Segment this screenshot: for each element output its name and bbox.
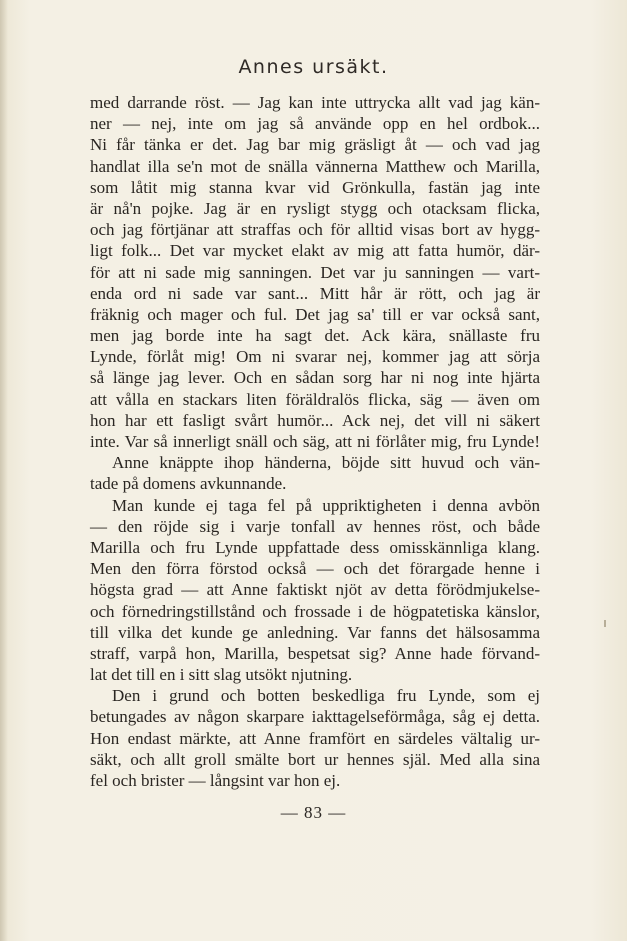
- page-number: — 83 —: [280, 803, 347, 822]
- text-line: Man kunde ej taga fel på uppriktigheten i denna avbön: [112, 495, 540, 515]
- text-line: till vilka det kunde ge anledning. Var fanns det hälsosamma: [90, 622, 540, 642]
- text-line: fel och brister — långsint var hon ej.: [90, 771, 341, 790]
- text-line: ligt folk... Det var mycket elakt av mig att fatta humör, där-: [90, 241, 540, 261]
- text-line: för att ni sade mig sanningen. Det var ju sanningen — vart-: [90, 262, 540, 282]
- text-line: betungades av någon skarpare iakttagelseförmåga, såg ej detta.: [90, 707, 540, 727]
- running-head: Annes ursäkt.: [238, 56, 389, 78]
- text-line: är nå'n pojke. Jag är en rysligt stygg och otacksam flicka,: [90, 198, 540, 218]
- text-line: lat det till en i sitt slag utsökt njutning.: [90, 665, 353, 685]
- text-line: Anne knäppte ihop händerna, böjde sitt huvud och vän-: [112, 453, 540, 473]
- text-line: enda ord ni sade var sant... Mitt hår är rött, och jag är: [90, 283, 540, 303]
- text-line: att vålla en stackars liten föräldralös flicka, säg — även om: [90, 389, 540, 409]
- text-line: inte. Var så innerligt snäll och säg, att ni förlåter mig, fru Lynde!: [90, 432, 540, 451]
- text-line: tade på domens avkunnande.: [90, 474, 287, 494]
- text-line: Den i grund och botten beskedliga fru Lynde, som ej: [112, 686, 540, 706]
- paper-speck: [604, 620, 606, 627]
- text-line: Men den förra förstod också — och det förargade henne i: [90, 559, 540, 579]
- text-line: Ni får tänka er det. Jag bar mig gräsligt åt — och vad jag: [90, 135, 540, 155]
- text-line: med darrande röst. — Jag kan inte uttrycka allt vad jag kän-: [90, 93, 540, 112]
- text-line: Lynde, förlåt mig! Om ni svarar nej, kommer jag att sörja: [90, 347, 540, 367]
- text-line: men jag borde inte ha sagt det. Ack kära, snällaste fru: [90, 326, 540, 346]
- text-line: fräknig och mager och ful. Det jag sa' till er var också sant,: [90, 304, 540, 324]
- page-spine-shadow: [0, 0, 8, 941]
- text-line: ner — nej, inte om jag så använde opp en hel ordbok...: [90, 114, 540, 134]
- text-line: straff, varpå hon, Marilla, bespetsat sig? Anne hade förvand-: [90, 643, 540, 663]
- text-line: och jag förtjänar att straffas och för alltid visas bort av hygg-: [90, 220, 540, 240]
- text-line: som låtit mig stanna kvar vid Grönkulla, fastän jag inte: [90, 177, 540, 197]
- text-line: Hon endast märkte, att Anne framfört en särdeles vältalig ur-: [90, 728, 540, 748]
- text-line: handlat illa se'n mot de snälla vännerna Matthew och Marilla,: [90, 156, 540, 176]
- text-line: högsta grad — att Anne faktiskt njöt av detta förödmjukelse-: [90, 580, 540, 600]
- text-line: säkt, och allt groll smälte bort ur hennes själ. Med alla sina: [90, 749, 540, 769]
- text-line: så länge jag lever. Och en sådan sorg har ni nog inte hjärta: [90, 368, 540, 388]
- text-line: — den röjde sig i varje tonfall av hennes röst, och både: [90, 516, 540, 536]
- text-line: och förnedringstillstånd och frossade i de högpatetiska känslor,: [90, 601, 540, 621]
- body-text: [90, 92, 540, 791]
- text-line: Marilla och fru Lynde uppfattade dess omisskännliga klang.: [90, 537, 540, 557]
- text-line: hon har ett fasligt svårt humör... Ack nej, det vill ni säkert: [90, 410, 540, 430]
